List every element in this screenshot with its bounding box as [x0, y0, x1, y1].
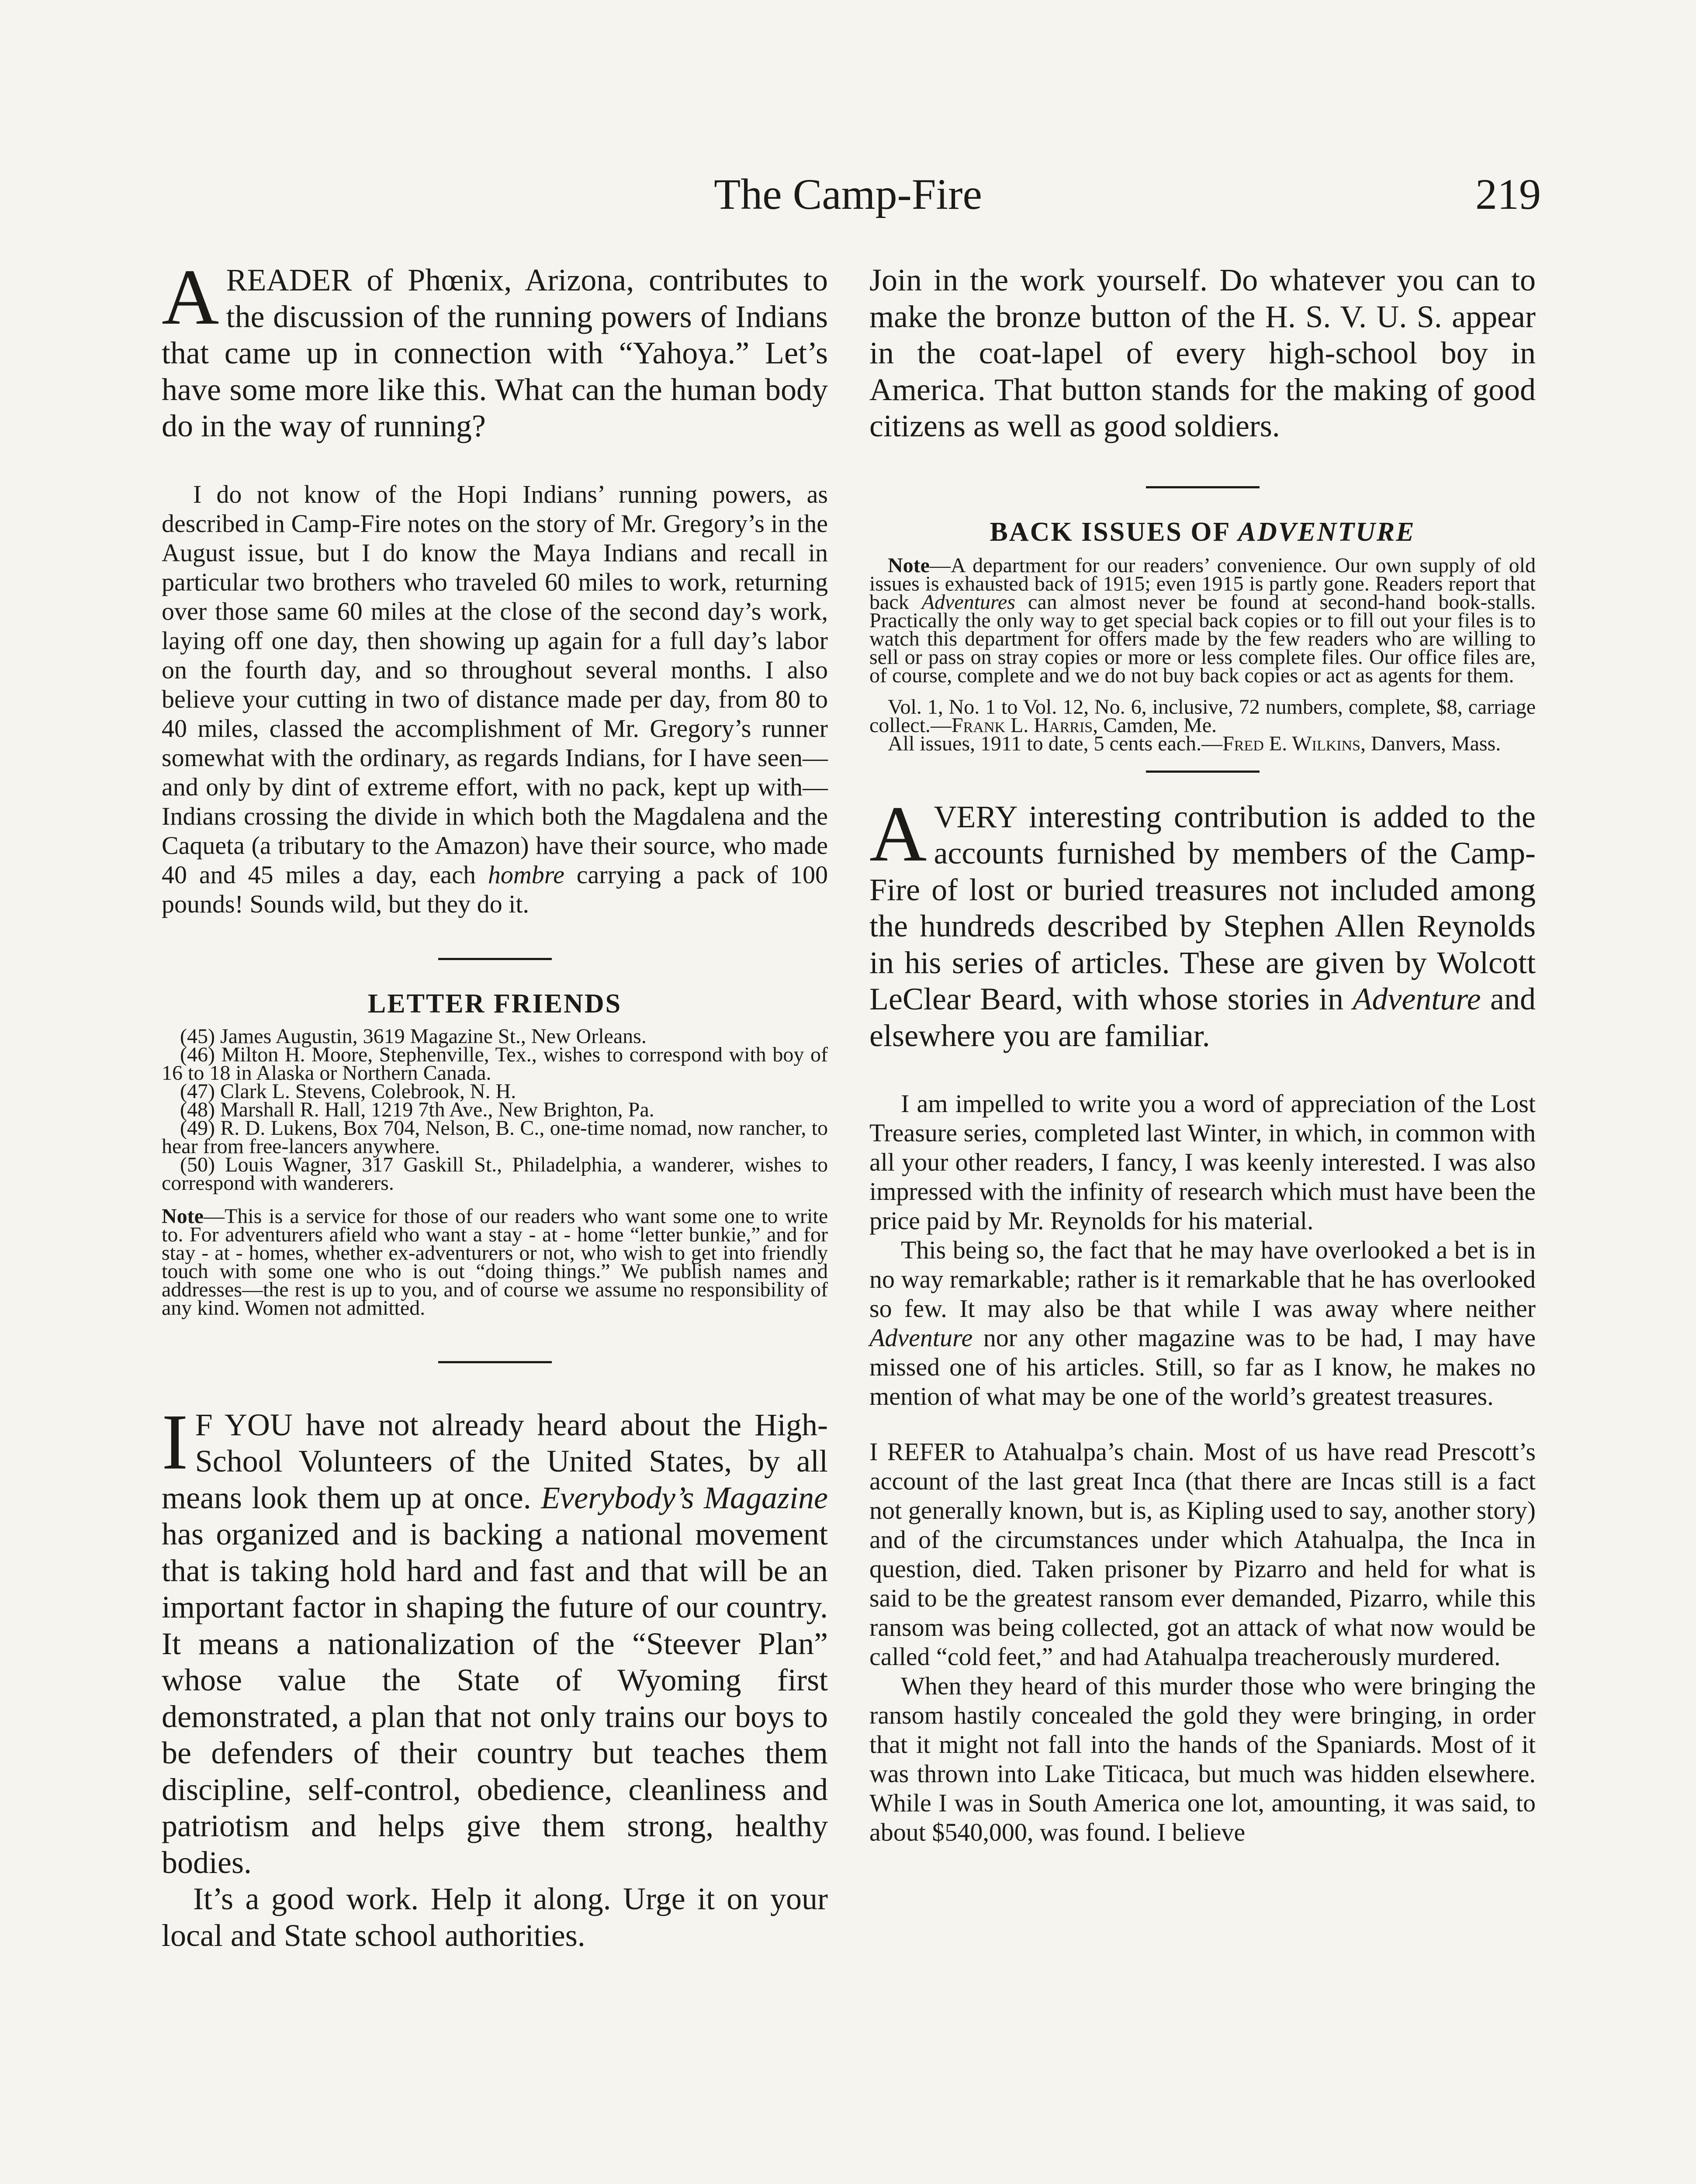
list-item: (50) Louis Wagner, 317 Gaskill St., Philadelphia, a wanderer, wishes to correspond with wanderers.	[162, 1153, 828, 1195]
indian-running-intro: AREADER of Phœnix, Arizona, contributes to the discussion of the running powers of Indians that came up in connection with “Yahoya.” Let’s have some more like this. What can the human body do in the way of running?	[162, 253, 828, 443]
letter-friends-heading: LETTER FRIENDS	[367, 988, 622, 1019]
letter-friends-list	[162, 1024, 828, 1195]
list-item: (45) James Augustin, 3619 Magazine St., New Orleans.	[180, 1024, 647, 1048]
list-item: (48) Marshall R. Hall, 1219 7th Ave., New Brighton, Pa.	[180, 1098, 654, 1121]
letter-friends-note: Note—This is a service for those of our readers who want some one to write to. For adventurers afield who want a stay - at - home “letter bunkie,” and for stay - at - homes, whether ex-adventurers or not, who wish to get into friendly touch with some one who is out “doing things.” We publish names and addresses—the rest is up to you, and of course we assume no responsibility of any kind. Women not admitted.	[162, 1204, 828, 1320]
list-item: (46) Milton H. Moore, Stephenville, Tex., wishes to correspond with boy of 16 to 18 in Alaska or Northern Canada.	[162, 1043, 828, 1085]
atahualpa-chain-paragraph: I REFER to Atahualpa’s chain. Most of us have read Prescott’s account of the last great Inca (that there are Incas still is a fact not generally known, but is, as Kipling used to say, another story) and of the circumstances under which Atahualpa, the Inca in question, died. Taken prisoner by Pizarro and held for what is said to be the greatest ransom ever demanded, Pizarro, while this ransom was being collected, got an attack of what now would be called “cold feet,” and had Atahualpa treacherously murdered.	[869, 1438, 1536, 1671]
page-number: 219	[1475, 170, 1541, 218]
left-column	[162, 253, 828, 1954]
list-item: (49) R. D. Lukens, Box 704, Nelson, B. C., one-time nomad, now rancher, to hear from free-lancers anywhere.	[162, 1116, 828, 1158]
hombre-italic: hombre	[488, 860, 564, 889]
hsvu-article: IF YOU have not already heard about the High-School Volunteers of the United States, by all means look them up at once. Everybody’s Magazine has organized and is backing a national movement that is taking hold hard and fast and that will be an important factor in shaping the future of our country. It means a nationalization of the “Steever Plan” whose value the State of Wyoming first demonstrated, a plan that not only trains our boys to be defenders of their country but teaches them discipline, self-control, obedience, cleanliness and patriotism and helps give them strong, healthy bodies.	[162, 1398, 828, 1880]
adventure-italic: Adventure	[1353, 981, 1481, 1016]
note-label: Note	[162, 1204, 204, 1228]
back-issues-note: Note—A department for our readers’ convenience. Our own supply of old issues is exhausted back of 1915; even 1915 is partly gone. Readers report that back Adventures can almost never be found at second-hand book-stalls. Practically the only way to get special back copies or to fill out your files is to watch this department for offers made by the few readers who are willing to sell or pass on stray copies or more or less complete files. Our office files are, of course, complete and we do not buy back copies or act as agents for them.	[869, 553, 1536, 687]
hsvu-continuation: Join in the work yourself. Do whatever you can to make the bronze button of the H. S. V. U. S. appear in the coat-lapel of every high-school boy in America. That button stands for the making of good citizens as well as good soldiers.	[869, 263, 1536, 443]
everybodys-magazine-italic: Everybody’s Magazine	[541, 1480, 828, 1515]
right-column	[869, 262, 1536, 1847]
treasure-letter-paragraph: When they heard of this murder those who were bringing the ransom hastily concealed the gold they were bringing, in order that it might not fall into the hands of the Spaniards. Most of it was thrown into Lake Titicaca, but much was hidden elsewhere. While I was in South America one lot, amounting, it was said, to about $540,000, was found. I believe	[869, 1672, 1536, 1846]
lost-treasure-intro: AVERY interesting contribution is added to the accounts furnished by members of the Camp-Fire of lost or buried treasures not included among the hundreds described by Stephen Allen Reynolds in his series of articles. These are given by Wolcott LeClear Beard, with whose stories in Adventure and elsewhere you are familiar.	[869, 790, 1536, 1053]
treasure-letter-paragraph: This being so, the fact that he may have overlooked a bet is in no way remarkable; rather is it remarkable that he has overlooked so few. It may also be that while I was away where neither Adventure nor any other magazine was to be had, I may have missed one of his articles. Still, so far as I know, he makes no mention of what may be one of the world’s greatest treasures.	[869, 1236, 1536, 1410]
hsvu-appeal: It’s a good work. Help it along. Urge it on your local and State school authorities.	[162, 1881, 828, 1953]
running-head: The Camp-Fire	[714, 170, 982, 218]
back-issues-offer: All issues, 1911 to date, 5 cents each.—Fred E. Wilkins, Danvers, Mass.	[888, 732, 1501, 755]
note-label: Note	[888, 553, 930, 577]
maya-runners-letter: I do not know of the Hopi Indians’ running powers, as described in Camp-Fire notes on the story of Mr. Gregory’s in the August issue, but I do know the Maya Indians and recall in particular two brothers who traveled 60 miles to work, returning over those same 60 miles at the close of the second day’s work, laying off one day, then showing up again for a full day’s labor on the fourth day, and so throughout several months. I also believe your cutting in two of distance made per day, from 80 to 40 miles, classed the accomplishment of Mr. Gregory’s runner somewhat with the ordinary, as regards Indians, for I have seen—and only by dint of extreme effort, with no pack, kept up with—Indians crossing the divide in which both the Magdalena and the Caqueta (a tributary to the Amazon) have their source, who made 40 and 45 miles a day, each hombre carrying a pack of 100 pounds! Sounds wild, but they do it.	[162, 480, 828, 918]
treasure-letter-paragraph: I am impelled to write you a word of appreciation of the Lost Treasure series, completed last Winter, in which, in common with all your other readers, I fancy, I was keenly interested. I was also impressed with the infinity of research which must have been the price paid by Mr. Reynolds for his material.	[869, 1089, 1536, 1235]
back-issues-offer: Vol. 1, No. 1 to Vol. 12, No. 6, inclusive, 72 numbers, complete, $8, carriage collect.—Frank L. Harris, Camden, Me.	[869, 695, 1536, 737]
list-item: (47) Clark L. Stevens, Colebrook, N. H.	[180, 1079, 516, 1103]
back-issues-heading: BACK ISSUES OF ADVENTURE	[990, 517, 1416, 547]
